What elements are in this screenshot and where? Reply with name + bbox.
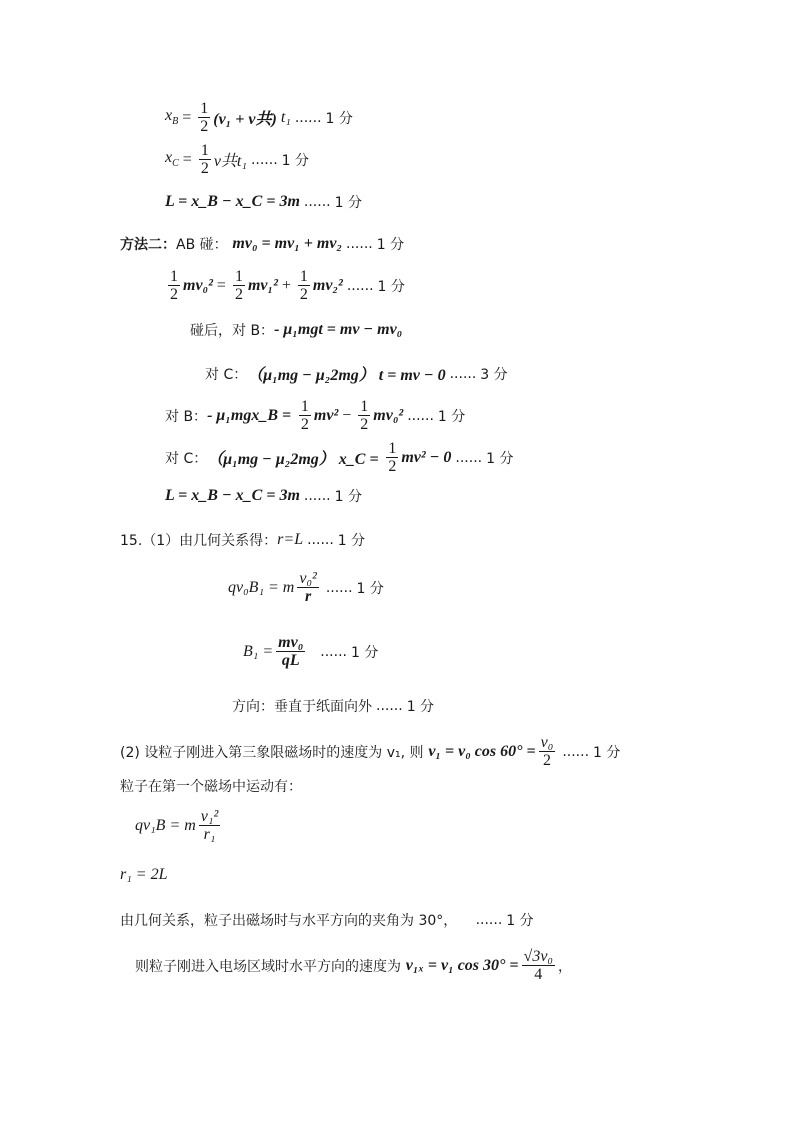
- dots: ......: [562, 743, 590, 760]
- energy-equation: $\frac{1}{2}$ mv₀² = $\frac{1}{2}$ mv₁² + $\frac{1}{2}$ mv₂² ...... 1 分: [170, 268, 405, 303]
- equation-L-1: [165, 192, 362, 212]
- time-term: t₁: [280, 108, 291, 126]
- part2-den: 2: [542, 752, 551, 769]
- question-15: [120, 530, 365, 550]
- v1x-num: √3v₀: [523, 948, 553, 965]
- v1x-line: [135, 948, 572, 983]
- after-equation: - μ₁mgt = mv − mv₀: [274, 321, 403, 338]
- v1x-tail: ，: [558, 958, 572, 975]
- score-label: 1 分: [406, 699, 435, 715]
- r1-equation: [120, 866, 167, 884]
- score-label: 1 分: [356, 580, 384, 597]
- collision-label: AB 碰：: [176, 237, 228, 253]
- forC2-label: 对 C：: [165, 450, 208, 467]
- part2-eq: v₁ = v₀ cos 60° =: [428, 742, 536, 760]
- xC-rest: v共t₁: [213, 153, 247, 170]
- dots: ......: [325, 579, 353, 596]
- B1-den: qL: [281, 652, 300, 669]
- part2-label: (2) 设粒子刚进入第三象限磁场时的速度为 v₁, 则: [120, 744, 424, 761]
- qv1B-lhs: qv₁B = m: [135, 816, 196, 834]
- dots: ......: [303, 488, 331, 504]
- energy-rhs2: mv₂²: [312, 276, 343, 294]
- v1x-label: 则粒子刚进入电场区域时水平方向的速度为: [135, 958, 401, 975]
- forB2-t2: mv₀²: [373, 406, 404, 424]
- direction-text: 方向：垂直于纸面向外: [232, 699, 372, 715]
- dots: ......: [303, 194, 331, 210]
- qvB-num: v₀²: [299, 570, 317, 587]
- score-label: 1 分: [334, 195, 362, 211]
- fraction-half: $\frac{1}{2}$: [200, 142, 209, 177]
- forB2-t1: mv²: [313, 406, 339, 424]
- angle-line: [120, 910, 534, 930]
- score-label: 1 分: [506, 913, 534, 929]
- dots: ......: [455, 449, 483, 466]
- dots: ......: [346, 277, 374, 294]
- motion-text: 粒子在第一个磁场中运动有：: [120, 779, 302, 795]
- for-B-energy: 对 B： - μ₁mgx_B = $\frac{1}{2}$ mv² − $\frac{1}{2}$ mv₀² ...... 1 分: [165, 398, 466, 433]
- equation-L-2: [165, 486, 362, 506]
- momentum-equation: mv₀ = mv₁ + mv₂: [232, 235, 343, 252]
- dots: ......: [475, 912, 503, 928]
- after-collision-B: [190, 320, 402, 340]
- fraction-half: $\frac{1}{2}$: [200, 100, 209, 135]
- score-label: 1 分: [593, 744, 621, 761]
- q15-label: 15.（1）由几何关系得：: [120, 533, 278, 549]
- score-label: 1 分: [337, 533, 366, 549]
- score-label: 1 分: [377, 278, 405, 295]
- B1-lhs: B₁ =: [243, 642, 274, 660]
- dots: ......: [407, 407, 434, 424]
- forB2-lhs: - μ₁mgx_B =: [207, 406, 292, 424]
- lorentz-equation: [228, 570, 384, 605]
- part2-num: v₀: [540, 734, 554, 751]
- qvB-den: r: [304, 588, 312, 605]
- r1-text: r₁ = 2L: [120, 866, 168, 883]
- score-label: 1 分: [486, 450, 514, 467]
- forB2-label: 对 B：: [165, 408, 208, 425]
- score-label: 1 分: [334, 489, 362, 505]
- score-label: 1 分: [350, 644, 379, 661]
- for-C-energy: 对 C： （μ₁mg − μ₂2mg） x_C = $\frac{1}{2}$ mv² − 0 ...... 1 分: [165, 440, 514, 475]
- dots: ......: [307, 532, 334, 548]
- energy-lhs: mv₀²: [183, 276, 213, 294]
- dots: ......: [294, 109, 322, 126]
- paren-term: (v₁ + v共): [213, 111, 277, 128]
- dots: ......: [320, 643, 347, 660]
- method-two-line: [120, 234, 404, 254]
- L-equation: L = x_B − x_C = 3m: [165, 193, 300, 210]
- score-label: 1 分: [325, 110, 353, 127]
- dots: ......: [449, 365, 477, 382]
- score-label: 1 分: [281, 152, 309, 169]
- motion-line: [120, 776, 302, 796]
- equation-xC: $x_C$ = $\frac{1}{2}$ v共t₁ ...... 1 分: [165, 142, 309, 177]
- L-equation-2: L = x_B − x_C = 3m: [165, 487, 300, 504]
- method-heading: 方法二：: [120, 237, 176, 253]
- forC-equation: （μ₁mg − μ₂2mg） t = mv − 0: [247, 367, 446, 384]
- after-label: 碰后，对 B：: [190, 323, 275, 339]
- forC2-t1: mv² − 0: [401, 448, 452, 466]
- angle-text: 由几何关系，粒子出磁场时与水平方向的夹角为 30°，: [120, 913, 458, 929]
- dots: ......: [346, 236, 373, 252]
- direction-line: [232, 696, 434, 716]
- score3-label: 3 分: [480, 366, 508, 383]
- v1x-eq: v₁ₓ = v₁ cos 30° =: [405, 956, 519, 974]
- q15-eq: r=L: [277, 531, 304, 548]
- qvB-lhs: qv₀B₁ = m: [228, 578, 295, 596]
- qv1B-den: r₁: [203, 826, 216, 843]
- v1x-den: 4: [534, 966, 543, 983]
- score-label: 1 分: [376, 237, 405, 253]
- part-2-line: [120, 734, 620, 769]
- forC-label: 对 C：: [205, 366, 248, 383]
- dots: ......: [250, 151, 278, 168]
- qv1B-equation: [135, 808, 223, 843]
- forC2-lhs: （μ₁mg − μ₂2mg） x_C =: [207, 451, 379, 468]
- B1-num: mv₀: [278, 634, 304, 651]
- energy-rhs1: mv₁²: [247, 276, 278, 294]
- for-C-line: [205, 362, 508, 385]
- dots: ......: [376, 698, 403, 714]
- qv1B-num: v₁²: [200, 808, 219, 825]
- score-label: 1 分: [437, 408, 466, 425]
- B1-equation: [243, 634, 378, 669]
- equation-xB: $x_B$ = $\frac{1}{2}$ (v₁ + v共) t₁ ...... 1 分: [165, 100, 353, 135]
